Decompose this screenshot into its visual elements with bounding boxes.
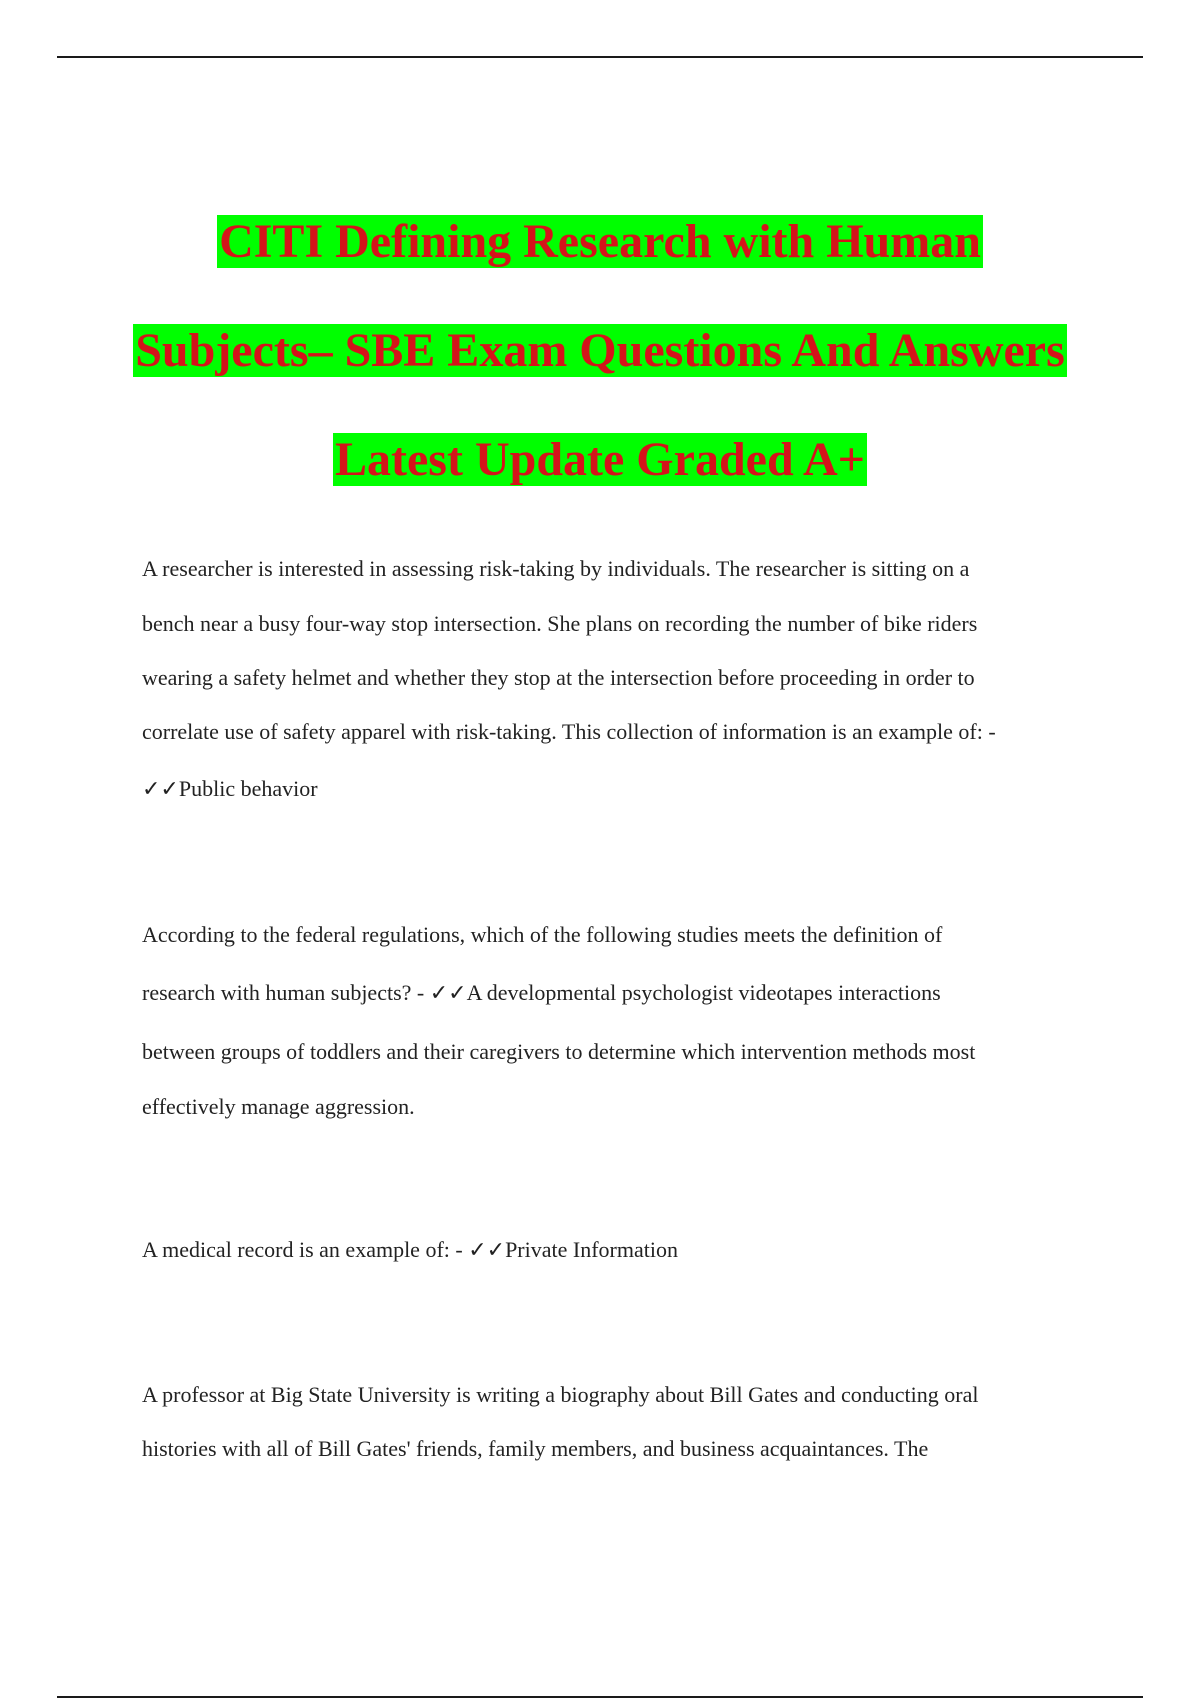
document-title-line-3 [0,432,1200,488]
text-line: A researcher is interested in assessing risk-taking by individuals. The researcher is sitting on a [142,556,970,581]
text-line: According to the federal regulations, which of the following studies meets the definition of [142,922,943,947]
text-line: bench near a busy four-way stop intersection. She plans on recording the number of bike riders [142,611,978,636]
text-line: correlate use of safety apparel with risk-taking. This collection of information is an example of: - [142,719,996,744]
text-line: effectively manage aggression. [142,1094,415,1119]
title-highlight: Subjects– SBE Exam Questions And Answers [135,324,1065,377]
text-line: A professor at Big State University is writing a biography about Bill Gates and conducting oral [142,1382,979,1407]
answer-line: ✓✓Public behavior [142,776,318,801]
header-rule [57,56,1143,58]
text-line: between groups of toddlers and their caregivers to determine which intervention methods most [142,1039,976,1064]
text-line: histories with all of Bill Gates' friends, family members, and business acquaintances. The [142,1436,929,1461]
text-line: A medical record is an example of: - ✓✓Private Information [142,1237,678,1262]
title-highlight: Latest Update Graded A+ [334,433,865,486]
footer-rule [57,1696,1143,1698]
title-highlight: CITI Defining Research with Human [219,215,981,268]
document-title-line-2 [0,323,1200,379]
text-line: wearing a safety helmet and whether they stop at the intersection before proceeding in order to [142,665,975,690]
document-title-line-1 [0,214,1200,270]
text-line: research with human subjects? - ✓✓A developmental psychologist videotapes interactions [142,980,941,1005]
